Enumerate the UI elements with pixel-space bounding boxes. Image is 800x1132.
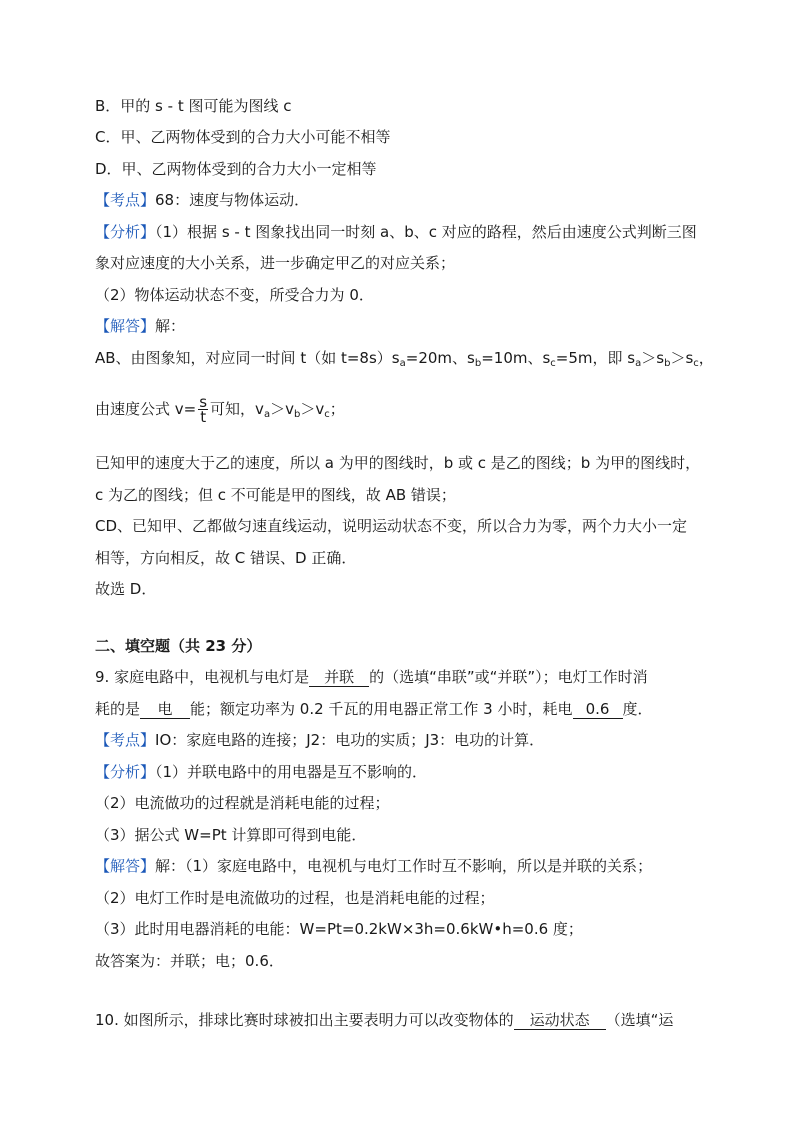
- q8-option-d: D．甲、乙两物体受到的合力大小一定相等: [95, 160, 377, 178]
- q9-jieda-line2: （2）电灯工作时是电流做功的过程，也是消耗电能的过程；: [95, 889, 495, 907]
- q8-option-c: C．甲、乙两物体受到的合力大小可能不相等: [95, 128, 391, 146]
- formula-text: 由速度公式 v=: [95, 400, 197, 418]
- fraction-numerator: s: [199, 393, 208, 411]
- q9-text: 能；额定功率为 0.2 千瓦的用电器正常工作 3 小时，耗电: [190, 700, 573, 718]
- sub-a: a: [399, 358, 406, 369]
- q8-cd-line2: 相等，方向相反，故 C 错误、D 正确．: [95, 549, 357, 567]
- ab-text: AB、由图象知，对应同一时间 t（如 t=8s）s: [95, 349, 400, 367]
- q9-fenxi-line1: [95, 761, 427, 783]
- section-title: 二、填空题（共 23 分）: [95, 637, 262, 655]
- sub-b: b: [664, 358, 671, 369]
- kaodian-tag: 【考点】: [95, 731, 156, 749]
- sub-c: c: [324, 409, 330, 420]
- formula-text: 可知，v: [210, 400, 264, 418]
- formula-text: ＞v: [300, 400, 325, 418]
- q8-kaodian: [95, 189, 309, 211]
- fraction-denominator: t: [200, 408, 207, 426]
- q9-fenxi-line3: （3）据公式 W=Pt 计算即可得到电能．: [95, 826, 367, 844]
- sub-b: b: [293, 409, 301, 420]
- q8-fenxi-line1b: 象对应速度的大小关系，进一步确定甲乙的对应关系；: [95, 254, 456, 272]
- q9-line1: [95, 666, 648, 688]
- kaodian-text: IO：家庭电路的连接；J2：电功的实质；J3：电功的计算．: [155, 731, 545, 749]
- jieda-tag: 【解答】: [95, 857, 156, 875]
- fenxi-text: （1）并联电路中的用电器是互不影响的．: [155, 763, 428, 781]
- ab-text: ＞s: [670, 349, 694, 367]
- fenxi-text: （1）根据 s - t 图象找出同一时刻 a、b、c 对应的路程，然后由速度公式判断三图: [155, 223, 697, 241]
- q10-line1: [95, 1009, 673, 1031]
- q9-text: 度．: [622, 700, 653, 718]
- q10-blank-1: 运动状态: [514, 1011, 606, 1030]
- q8-jieda: [95, 315, 185, 337]
- sub-a: a: [263, 409, 271, 420]
- ab-text: ＞s: [641, 349, 665, 367]
- q9-answer: 故答案为：并联；电；0.6．: [95, 952, 284, 970]
- fraction-s-over-t: [198, 395, 208, 424]
- q9-line2: [95, 698, 653, 720]
- q9-text: 耗的是: [95, 700, 141, 718]
- q9-text: 的（选填“串联”或“并联”）；电灯工作时消: [369, 668, 648, 686]
- sub-c: c: [550, 358, 556, 369]
- q8-cd-line1: CD、已知甲、乙都做匀速直线运动，说明运动状态不变，所以合力为零，两个力大小一定: [95, 517, 688, 535]
- ab-text: =20m、s: [405, 349, 475, 367]
- q9-kaodian: [95, 729, 544, 751]
- q9-text: 9. 家庭电路中，电视机与电灯是: [95, 668, 310, 686]
- q8-ab-line: [95, 347, 714, 375]
- q8-answer: 故选 D．: [95, 580, 157, 598]
- fenxi-tag: 【分析】: [95, 223, 156, 241]
- formula-text: ；: [329, 400, 345, 418]
- sub-a: a: [635, 358, 642, 369]
- q9-fenxi-line2: （2）电流做功的过程就是消耗电能的过程；: [95, 794, 390, 812]
- q9-blank-3: 0.6: [573, 700, 623, 719]
- q8-fenxi-line1: [95, 221, 697, 243]
- q9-blank-2: 电: [140, 700, 190, 719]
- q8-fenxi-line2: （2）物体运动状态不变，所受合力为 0．: [95, 286, 374, 304]
- ab-text: =10m、s: [481, 349, 551, 367]
- sub-b: b: [474, 358, 482, 369]
- q8-known-line1: 已知甲的速度大于乙的速度，所以 a 为甲的图线时，b 或 c 是乙的图线；b 为甲的图线时，: [95, 454, 701, 472]
- q9-jieda-line1: [95, 855, 652, 877]
- q10-text: 10. 如图所示，排球比赛时球被扣出主要表明力可以改变物体的: [95, 1011, 514, 1029]
- q10-text: （选填“运: [605, 1011, 674, 1029]
- ab-text: =5m，即 s: [555, 349, 636, 367]
- q8-known-line2: c 为乙的图线；但 c 不可能是甲的图线，故 AB 错误；: [95, 486, 456, 504]
- formula-text: ＞v: [270, 400, 294, 418]
- jieda-text: 解：: [155, 317, 186, 335]
- ab-text: ，: [698, 349, 714, 367]
- fenxi-tag: 【分析】: [95, 763, 156, 781]
- jieda-tag: 【解答】: [95, 317, 156, 335]
- q9-jieda-line3: （3）此时用电器消耗的电能：W=Pt=0.2kW×3h=0.6kW•h=0.6 度；: [95, 920, 583, 938]
- kaodian-text: 68：速度与物体运动．: [155, 191, 310, 209]
- q9-blank-1: 并联: [309, 668, 369, 687]
- q8-formula-line: [95, 395, 345, 426]
- q8-option-b: B．甲的 s - t 图可能为图线 c: [95, 97, 292, 115]
- kaodian-tag: 【考点】: [95, 191, 156, 209]
- jieda-text: 解：（1）家庭电路中，电视机与电灯工作时互不影响，所以是并联的关系；: [155, 857, 653, 875]
- sub-c: c: [693, 358, 699, 369]
